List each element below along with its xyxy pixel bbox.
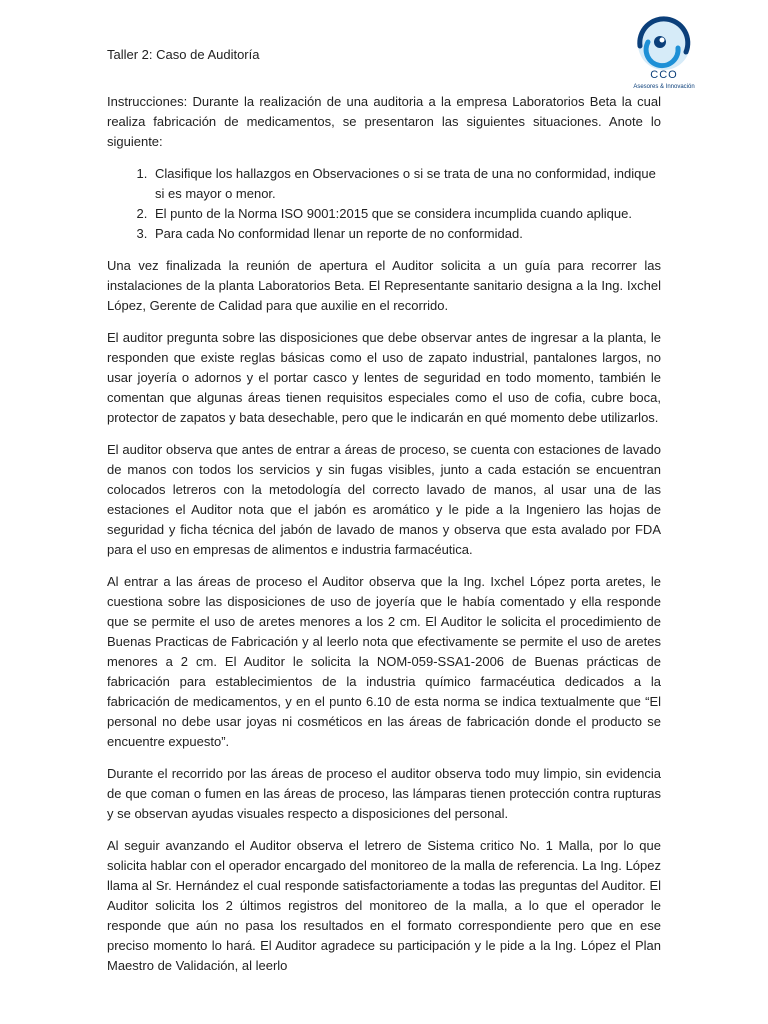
paragraph-jewelry: Al entrar a las áreas de proceso el Auditor observa que la Ing. Ixchel López porta aretes, le cuestiona sobre las disposiciones de uso de joyería que le había comentado y ella responde que se permite el uso de aretes menores a los 2 cm. El Auditor le solicita el procedimiento de Buenas Practicas de Fabricación y al leerlo nota que efectivamente se permite el uso de aretes menores a 2 cm. El Auditor le solicita la NOM-059-SSA1-2006 de Buenas prácticas de fabricación para establecimientos de la industria químico farmacéutica dedicados a la fabricación de medicamentos, y en el punto 6.10 de esta norma se indica textualmente que “El personal no debe usar joyas ni cosméticos en las áreas de fabricación donde el producto se encuentre expuesto”. — [107, 574, 661, 749]
paragraph-process-areas: Durante el recorrido por las áreas de proceso el auditor observa todo muy limpio, sin evidencia de que coman o fumen en las áreas de proceso, las lámparas tienen protección contra rupturas y se observan ayudas visuales respecto a disposiciones del personal. — [107, 766, 661, 821]
list-item: 2. El punto de la Norma ISO 9001:2015 que se considera incumplida cuando aplique. — [151, 204, 661, 224]
instructions-list — [107, 164, 661, 244]
paragraph-opening-meeting: Una vez finalizada la reunión de apertura el Auditor solicita a un guía para recorrer las instalaciones de la planta Laboratorios Beta. El Representante sanitario designa a la Ing. Ixchel López, Gerente de Calidad para que auxilie en el recorrido. — [107, 258, 661, 313]
paragraph-handwashing: El auditor observa que antes de entrar a áreas de proceso, se cuenta con estaciones de lavado de manos con todos los servicios y sin fugas visibles, junto a cada estación se encuentran colocados letreros con la metodología del correcto lavado de manos, al usar una de las estaciones el Auditor nota que el jabón es aromático y le pide a la Ingeniero las hojas de seguridad y ficha técnica del jabón de lavado de manos y observa que esta avalado por FDA para el uso en empresas de alimentos e industria farmacéutica. — [107, 442, 661, 557]
document-body — [107, 92, 661, 988]
paragraph-critical-system: Al seguir avanzando el Auditor observa el letrero de Sistema critico No. 1 Malla, por lo que solicita hablar con el operador encargado del monitoreo de la malla de referencia. La Ing. López llama al Sr. Hernández el cual responde satisfactoriamente a todas las preguntas del Auditor. El Auditor solicita los 2 últimos registros del monitoreo de la malla, a lo que el operador le responde que aún no pasa los resultados en el formato correspondiente pero que en ese preciso momento lo hará. El Auditor agradece su participación y le pide a la Ing. López el Plan Maestro de Validación, al leerlo — [107, 838, 661, 973]
list-item: 3. Para cada No conformidad llenar un reporte de no conformidad. — [151, 224, 661, 244]
document-title: Taller 2: Caso de Auditoría — [107, 47, 260, 62]
company-logo — [620, 12, 710, 92]
paragraph-plant-rules: El auditor pregunta sobre las disposiciones que debe observar antes de ingresar a la planta, le responden que existe reglas básicas como el uso de zapato industrial, pantalones largos, no usar joyería o adornos y el portar casco y lentes de seguridad en todo momento, también le comentan que algunas áreas tienen requisitos especiales como el uso de cofia, cubre boca, protector de zapatos y bata desechable, pero que le indicarán en qué momento debe utilizarlos. — [107, 330, 661, 425]
instructions-paragraph: Instrucciones: Durante la realización de una auditoria a la empresa Laboratorios Beta la cual realiza fabricación de medicamentos, se presentaron las siguientes situaciones. Anote lo siguiente: — [107, 94, 661, 149]
svg-text:Asesores & Innovación: Asesores & Innovación — [633, 84, 695, 90]
list-item: 1. Clasifique los hallazgos en Observaciones o si se trata de una no conformidad, indique si es mayor o menor. — [151, 164, 661, 204]
svg-text:CCO: CCO — [650, 69, 678, 81]
